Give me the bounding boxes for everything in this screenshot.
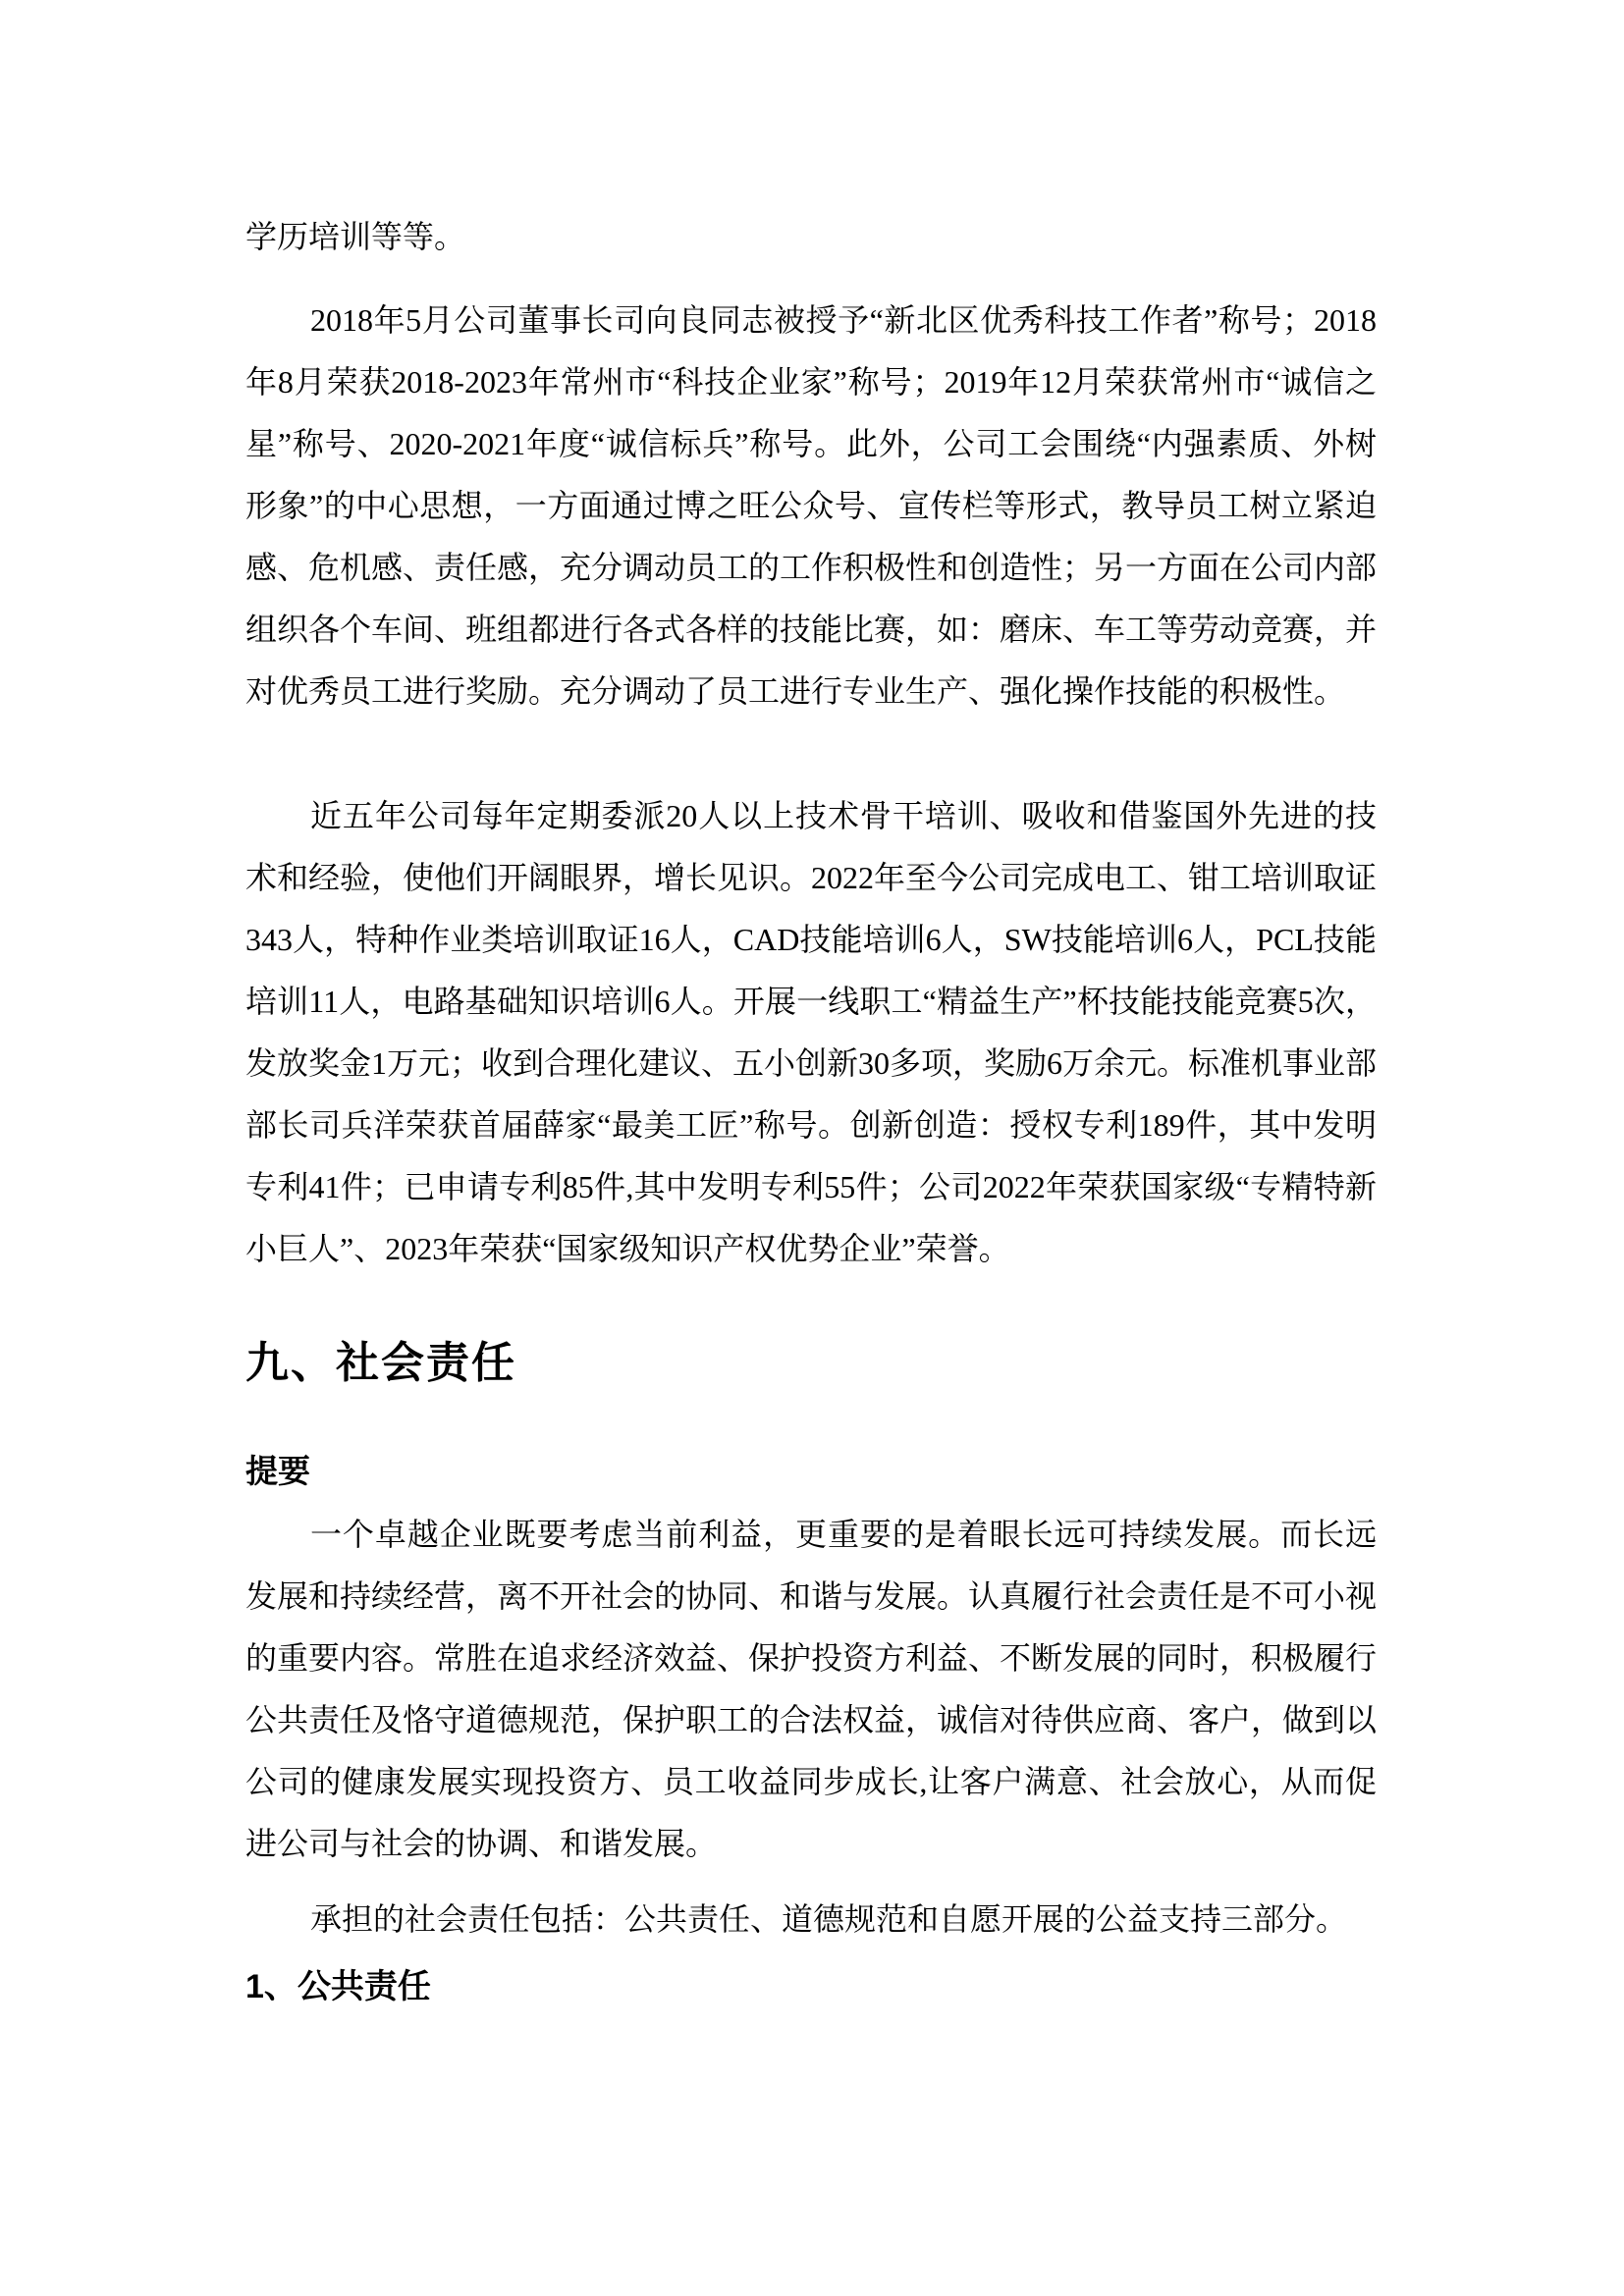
paragraph-honors: 2018年5月公司董事长司向良同志被授予“新北区优秀科技工作者”称号；2018年8月荣获2018-2023年常州市“科技企业家”称号；2019年12月荣获常州市“诚信之星”称号、2020-2021年度“诚信标兵”称号。此外，公司工会围绕“内强素质、外树形象”的中心思想，一方面通过博之旺公众号、宣传栏等形式，教导员工树立紧迫感、危机感、责任感，充分调动员工的工作积极性和创造性；另一方面在公司内部组织各个车间、班组都进行各式各样的技能比赛，如：磨床、车工等劳动竞赛，并对优秀员工进行奖励。充分调动了员工进行专业生产、强化操作技能的积极性。 (245, 302, 1378, 709)
paragraph-continuation: 学历培训等等。 (245, 219, 466, 254)
paragraph-summary: 一个卓越企业既要考虑当前利益，更重要的是着眼长远可持续发展。而长远发展和持续经营，离不开社会的协同、和谐与发展。认真履行社会责任是不可小视的重要内容。常胜在追求经济效益、保护投资方利益、不断发展的同时，积极履行公共责任及恪守道德规范，保护职工的合法权益，诚信对待供应商、客户，做到以公司的健康发展实现投资方、员工收益同步成长,让客户满意、社会放心，从而促进公司与社会的协调、和谐发展。 (245, 1517, 1378, 1861)
paragraph-training: 近五年公司每年定期委派20人以上技术骨干培训、吸收和借鉴国外先进的技术和经验，使他们开阔眼界，增长见识。2022年至今公司完成电工、钳工培训取证343人，特种作业类培训取证16人，CAD技能培训6人，SW技能培训6人，PCL技能培训11人，电路基础知识培训6人。开展一线职工“精益生产”杯技能技能竞赛5次，发放奖金1万元；收到合理化建议、五小创新30多项，奖励6万余元。标准机事业部部长司兵洋荣获首届薛家“最美工匠”称号。创新创造：授权专利189件，其中发明专利41件；已申请专利85件,其中发明专利55件；公司2022年荣获国家级“专精特新小巨人”、2023年荣获“国家级知识产权优势企业”荣誉。 (245, 798, 1378, 1266)
subsection-heading-public-duty: 1、公共责任 (245, 1968, 431, 2005)
paragraph-commitment: 承担的社会责任包括：公共责任、道德规范和自愿开展的公益支持三部分。 (310, 1901, 1348, 1937)
section-heading-social-responsibility: 九、社会责任 (245, 1339, 516, 1387)
summary-label: 提要 (245, 1453, 310, 1489)
page-content (245, 206, 1377, 2011)
